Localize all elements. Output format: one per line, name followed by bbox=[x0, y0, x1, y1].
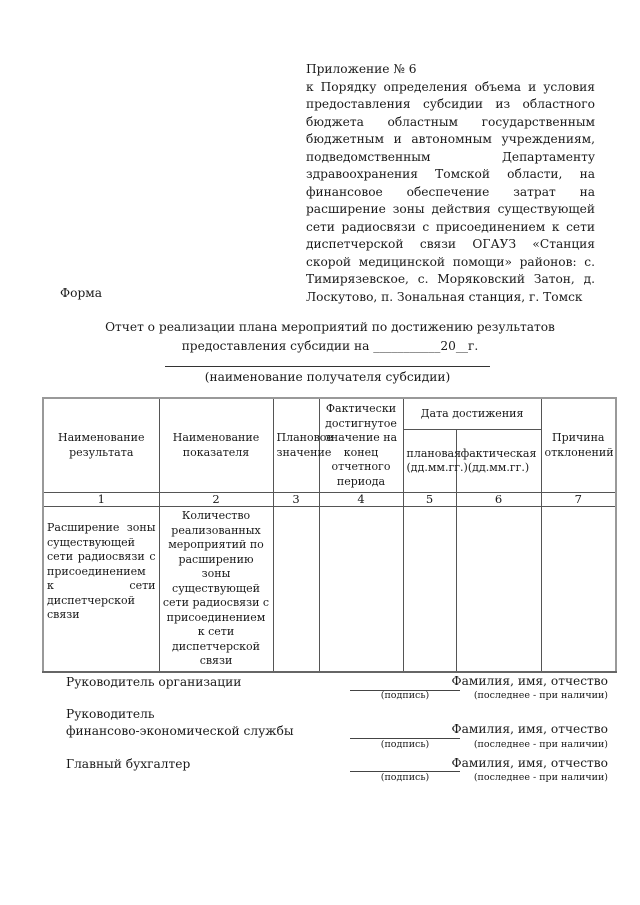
fio-note: (последнее - при наличии) bbox=[473, 739, 608, 750]
appendix-text: к Порядку определения объема и условия предоставления субсидии из областного бюджета областным государственным бюджетным и автономным учреждениям, подведомственным Департаменту здравоохранения Томской области, на финансовое обеспечение затрат на расширение зоны действия существующей сети радиосвязи с присоединением к сети диспетчерской связи ОГАУЗ «Станция скорой медицинской помощи» районов: с. Тимирязевское, с. Моряковский Затон, д. Лоскутово, п. Зональная станция, г. Томск bbox=[306, 79, 595, 304]
header-actual-value: Фактически достигнутое значение на конец отчетного периода bbox=[319, 398, 403, 493]
fio-label: Фамилия, имя, отчество bbox=[451, 674, 608, 688]
header-achievement-date: Дата достижения bbox=[403, 398, 541, 430]
cell-indicator: Количество реализованных мероприятий по расширению зоны существующей сети радиосвязи с присоединением к сети диспетчерской связи bbox=[159, 507, 273, 672]
report-title bbox=[60, 318, 600, 356]
signature-caption: (подпись) bbox=[380, 772, 430, 783]
header-indicator-name: Наименование показателя bbox=[159, 398, 273, 493]
signature-role: Главный бухгалтер bbox=[66, 757, 191, 771]
table-header-row bbox=[43, 398, 616, 430]
fio-note: (последнее - при наличии) bbox=[473, 772, 608, 783]
column-number: 5 bbox=[403, 493, 456, 507]
column-number: 3 bbox=[273, 493, 319, 507]
header-planned-value: Плановое значение bbox=[273, 398, 319, 493]
recipient-caption: (наименование получателя субсидии) bbox=[204, 370, 451, 384]
cell-reason[interactable] bbox=[541, 507, 616, 672]
report-table bbox=[42, 397, 617, 673]
signature-role-line1: Руководитель bbox=[66, 707, 155, 721]
report-title-line1: Отчет о реализации плана мероприятий по достижению результатов bbox=[105, 320, 555, 334]
signature-caption: (подпись) bbox=[380, 739, 430, 750]
cell-result: Расширение зоны существующей сети радиосвязи с присоединением к сети диспетчерской связи bbox=[43, 507, 159, 672]
column-number: 1 bbox=[43, 493, 159, 507]
appendix-title: Приложение № 6 bbox=[306, 62, 417, 76]
cell-planned[interactable] bbox=[273, 507, 319, 672]
signature-role: Руководитель организации bbox=[66, 675, 242, 689]
column-number: 7 bbox=[541, 493, 616, 507]
table-row bbox=[43, 507, 616, 672]
header-date-planned: плановая (дд.мм.гг.) bbox=[403, 430, 456, 493]
fio-label: Фамилия, имя, отчество bbox=[451, 756, 608, 770]
column-number-row bbox=[43, 493, 616, 507]
column-number: 2 bbox=[159, 493, 273, 507]
signature-role: финансово-экономической службы bbox=[66, 724, 294, 738]
report-title-line2: предоставления субсидии на ___________20__г. bbox=[181, 339, 479, 353]
header-deviation-reason: Причина отклонений bbox=[541, 398, 616, 493]
recipient-name-line[interactable] bbox=[165, 366, 490, 367]
signature-caption: (подпись) bbox=[380, 690, 430, 701]
appendix-block bbox=[306, 61, 595, 306]
header-date-actual: фактическая (дд.мм.гг.) bbox=[456, 430, 541, 493]
column-number: 4 bbox=[319, 493, 403, 507]
fio-note: (последнее - при наличии) bbox=[473, 690, 608, 701]
fio-label: Фамилия, имя, отчество bbox=[451, 722, 608, 736]
header-result-name: Наименование результата bbox=[43, 398, 159, 493]
cell-date-actual[interactable] bbox=[456, 507, 541, 672]
column-number: 6 bbox=[456, 493, 541, 507]
cell-actual[interactable] bbox=[319, 507, 403, 672]
cell-date-planned[interactable] bbox=[403, 507, 456, 672]
form-label: Форма bbox=[60, 286, 103, 300]
